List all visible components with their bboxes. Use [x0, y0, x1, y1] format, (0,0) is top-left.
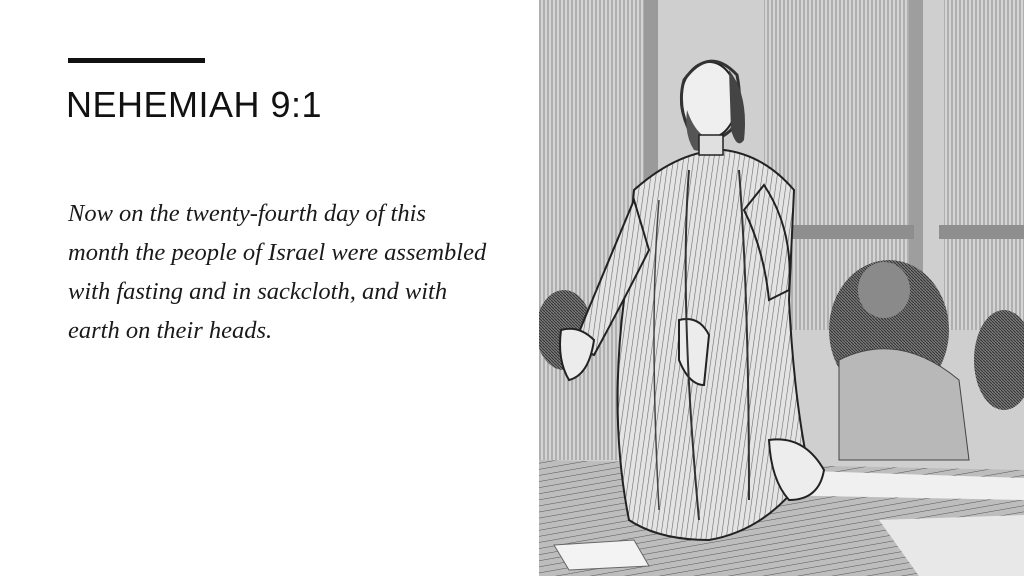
- engraving-illustration: [539, 0, 1024, 576]
- scripture-text: Now on the twenty-fourth day of this month the people of Israel were assembled with fasting and in sackcloth, and with earth on their heads.: [68, 200, 487, 344]
- kneeling-man-engraving-icon: [539, 0, 1024, 576]
- slide-title: NEHEMIAH 9:1: [66, 84, 323, 125]
- title-accent-rule: [68, 58, 205, 63]
